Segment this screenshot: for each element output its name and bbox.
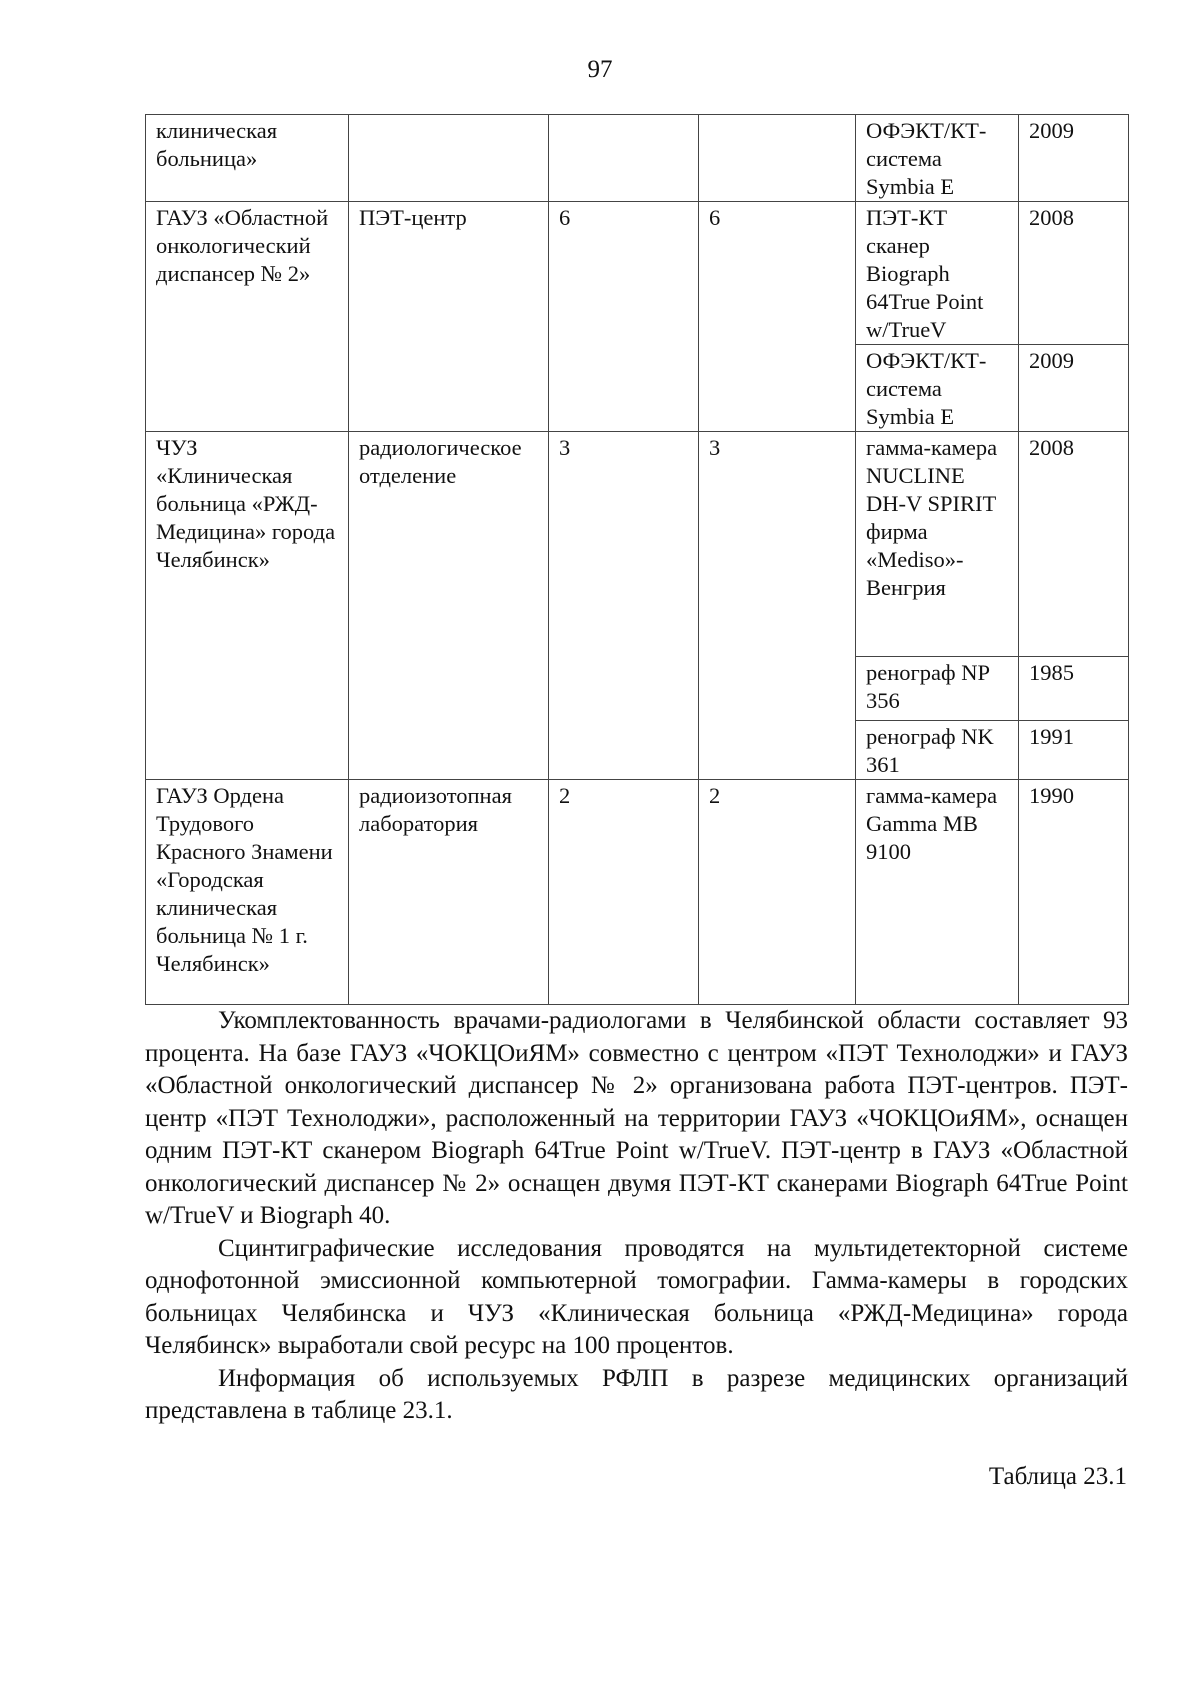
count-cell: 3 xyxy=(699,432,856,780)
table-row xyxy=(146,202,1129,345)
count-cell: 2 xyxy=(699,780,856,1005)
department-cell xyxy=(349,115,549,202)
count-cell xyxy=(549,115,699,202)
body-text xyxy=(145,1005,1128,1428)
department-cell: ПЭТ-центр xyxy=(349,202,549,432)
department-cell: радиологическое отделение xyxy=(349,432,549,780)
year-cell: 1990 xyxy=(1019,780,1129,1005)
paragraph: Сцинтиграфические исследования проводятся на мультидетекторной системе однофотонной эмиссионной компьютерной томографии. Гамма-камеры в городских больницах Челябинска и ЧУЗ «Клиническая больница «РЖД-Медицина» города Челябинск» выработали свой ресурс на 100 процентов. xyxy=(145,1234,1128,1359)
year-cell: 1985 xyxy=(1019,657,1129,721)
year-cell: 1991 xyxy=(1019,721,1129,780)
table-row xyxy=(146,432,1129,657)
equipment-table xyxy=(145,114,1129,1005)
organization-cell: ЧУЗ «Клиническая больница «РЖД-Медицина» города Челябинск» xyxy=(146,432,349,780)
paragraph: Информация об используемых РФЛП в разрезе медицинских организаций представлена в таблице 23.1. xyxy=(145,1364,1128,1424)
page-number: 97 xyxy=(587,56,613,83)
equipment-cell: ренограф NP 356 xyxy=(856,657,1019,721)
year-cell: 2009 xyxy=(1019,115,1129,202)
count-cell xyxy=(699,115,856,202)
equipment-cell: ОФЭКТ/КТ-система Symbia E xyxy=(856,345,1019,432)
table-row xyxy=(146,115,1129,202)
equipment-cell: гамма-камера Gamma MB 9100 xyxy=(856,780,1019,1005)
count-cell: 3 xyxy=(549,432,699,780)
table-row xyxy=(146,780,1129,1005)
department-cell: радиоизотопная лаборатория xyxy=(349,780,549,1005)
count-cell: 2 xyxy=(549,780,699,1005)
equipment-cell: ПЭТ-КТ сканер Biograph 64True Point w/TrueV xyxy=(856,202,1019,345)
equipment-cell: ОФЭКТ/КТ-система Symbia E xyxy=(856,115,1019,202)
count-cell: 6 xyxy=(699,202,856,432)
organization-cell: ГАУЗ «Областной онкологический диспансер № 2» xyxy=(146,202,349,432)
count-cell: 6 xyxy=(549,202,699,432)
year-cell: 2009 xyxy=(1019,345,1129,432)
equipment-cell: ренограф NK 361 xyxy=(856,721,1019,780)
equipment-cell: гамма-камера NUCLINE DH-V SPIRIT фирма «Mediso»-Венгрия xyxy=(856,432,1019,657)
organization-cell: ГАУЗ Ордена Трудового Красного Знамени «Городская клиническая больница № 1 г. Челябинск» xyxy=(146,780,349,1005)
table-caption: Таблица 23.1 xyxy=(988,1463,1127,1490)
paragraph: Укомплектованность врачами-радиологами в Челябинской области составляет 93 процента. На базе ГАУЗ «ЧОКЦОиЯМ» совместно с центром «ПЭТ Технолоджи» и ГАУЗ «Областной онкологический диспансер № 2» организована работа ПЭТ-центров. ПЭТ-центр «ПЭТ Технолоджи», расположенный на территории ГАУЗ «ЧОКЦОиЯМ», оснащен одним ПЭТ-КТ сканером Biograph 64True Point w/TrueV. ПЭТ-центр в ГАУЗ «Областной онкологический диспансер № 2» оснащен двумя ПЭТ-КТ сканерами Biograph 64True Point w/TrueV и Biograph 40. xyxy=(145,1007,1128,1229)
year-cell: 2008 xyxy=(1019,432,1129,657)
organization-cell: клиническая больница» xyxy=(146,115,349,202)
year-cell: 2008 xyxy=(1019,202,1129,345)
